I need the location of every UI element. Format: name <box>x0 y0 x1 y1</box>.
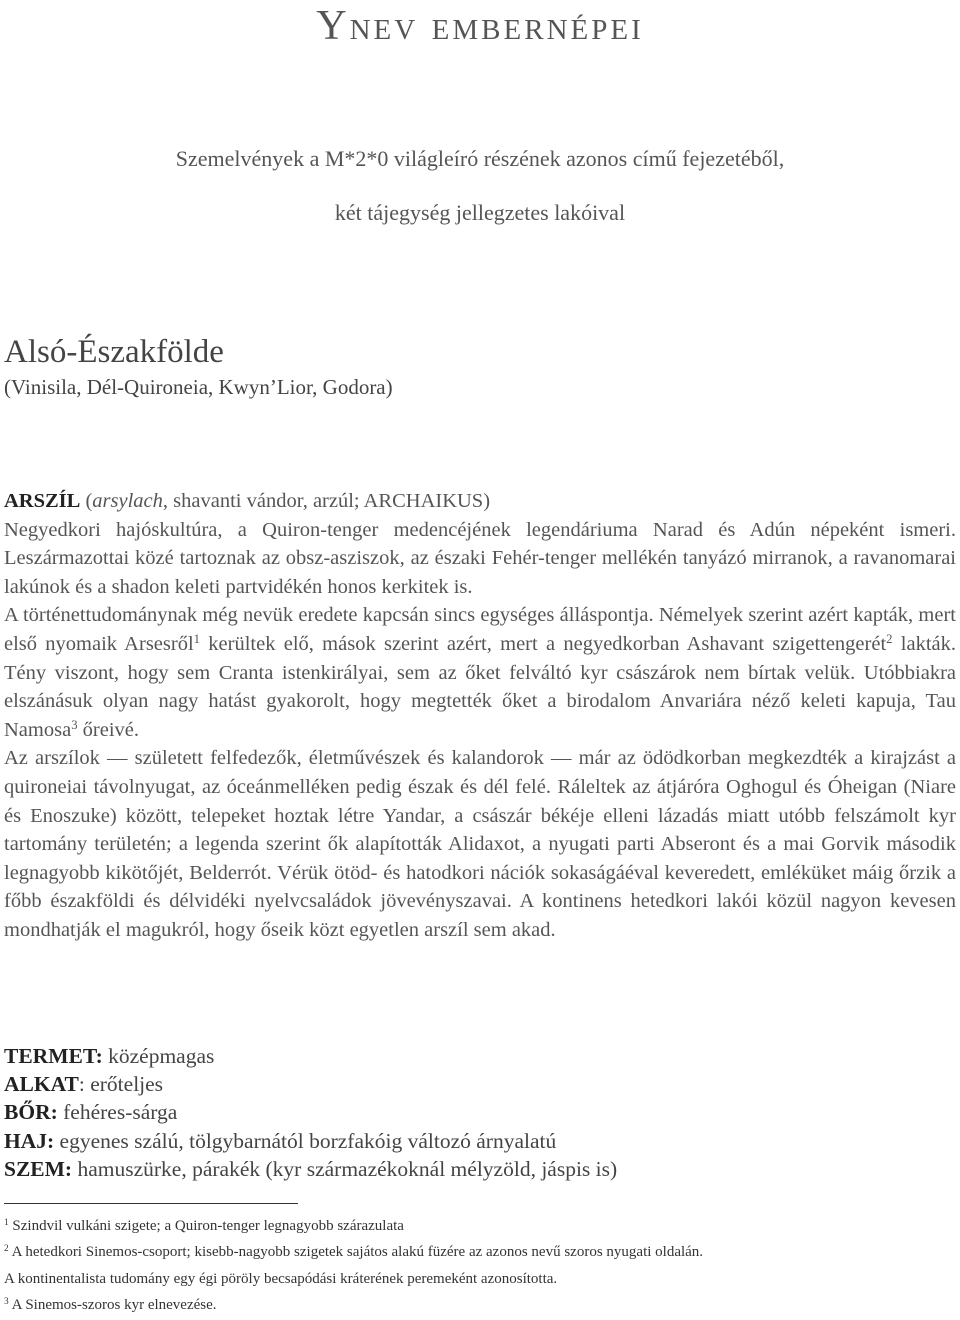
footnotes <box>4 1213 960 1319</box>
entry-heading <box>4 487 956 516</box>
attribute-key: BŐR: <box>4 1100 58 1125</box>
footnote-mark: 1 <box>4 1217 9 1228</box>
region-title: Alsó-Északfölde <box>4 334 224 370</box>
footnote-mark: 2 <box>4 1244 9 1255</box>
footnote-1 <box>4 1213 960 1239</box>
attribute-value: egyenes szálú, tölgybarnától borzfakóig változó árnyalatú <box>54 1128 557 1153</box>
footnote-text: Szindvil vulkáni szigete; a Quiron-tenger legnagyobb szárazulata <box>8 1218 404 1234</box>
footnote-mark: 3 <box>4 1297 9 1308</box>
entry-paragraph-2 <box>4 601 956 744</box>
subtitle-line-1: Szemelvények a M*2*0 világleíró részének azonos című fejezetéből, <box>175 146 785 171</box>
attribute-termet <box>4 1042 617 1070</box>
entry-paren-open: ( <box>80 490 93 512</box>
footnote-text: A kontinentalista tudomány egy égi pöröly becsapódási kráterének peremeként azonosította. <box>4 1270 558 1287</box>
attribute-key: TERMET: <box>4 1044 103 1068</box>
entry-paragraph-2-part-c: lakták. Tény viszont, hogy sem Cranta istenkirályai, sem az őket felváltó kyr császárok nem bírtak velük. Utóbbiakra elszánásuk olyan nagy hatást gyakorolt, hogy megtették őket a birodalom Anvariára néző keleti kapuja, Tau Namosa <box>4 632 957 741</box>
document-title: Ynev embernépei <box>316 3 644 49</box>
attribute-key: HAJ: <box>4 1128 55 1153</box>
footnote-text: A hetedkori Sinemos-csoport; kisebb-nagyobb szigetek sajátos alakú füzére az azonos nevű szoros nyugati oldalán. <box>8 1244 704 1261</box>
footnote-text: A Sinemos-szoros kyr elnevezése. <box>8 1297 217 1314</box>
footnote-2 <box>4 1239 960 1265</box>
attribute-key: SZEM: <box>4 1156 73 1181</box>
entry-paragraph-3: Az arszílok — született felfedezők, életművészek és kalandorok — már az ödödkorban megkezdték a kirajzást a quironeiai távolnyugat, az óceánmelléken pedig észak és dél felé. Ráleltek az átjáróra Oghogul és Óheigan (Niare és Enoszuke) között, telepeket hoztak létre Yandar, a császár békéje elleni lázadás miatt utóbb felszámolt kyr tartomány területén; a legenda szerint ők alapították Alidaxot, a nyugati parti Abseront és a mai Gorvik második legnagyobb kikötőjét, Belderrót. Vérük ötöd- és hatodkori nációk sokaságáéval keveredett, emléküket máig őrzik a főbb északföldi és délvidéki nyelvcsaládok jövevényszavai. A kontinens hetedkori lakói közül nagyon kevesen mondhatják el magukról, hogy őseik közt egyetlen arszíl sem akad. <box>4 747 956 941</box>
attribute-value: fehéres-sárga <box>57 1100 178 1125</box>
footnote-3 <box>4 1292 960 1318</box>
footnote-ref-3[interactable]: 3 <box>71 717 78 732</box>
entry-name: ARSZÍL <box>4 490 81 512</box>
entry-paragraph-2-part-d: őreivé. <box>77 718 140 741</box>
attribute-value: középmagas <box>102 1044 215 1068</box>
attribute-szem <box>4 1155 617 1183</box>
attribute-key: ALKAT <box>4 1072 79 1097</box>
entry-paragraph-2-part-a: A történettudománynak még nevük eredete kapcsán sincs egységes álláspontja. Némelyek szerint azért kapták, mert első nyomaik Arsesről <box>4 604 956 655</box>
region-subtitle: (Vinisila, Dél-Quironeia, Kwyn’Lior, Godora) <box>4 375 393 399</box>
subtitle-line-2: két tájegység jellegzetes lakóival <box>334 200 626 225</box>
attribute-value: : erőteljes <box>78 1072 164 1097</box>
entry-aliases: , shavanti vándor, arzúl; ARCHAIKUS) <box>162 490 491 512</box>
entry-latin-name: arsylach <box>92 490 163 512</box>
entry-body <box>4 487 956 945</box>
attribute-list <box>4 1042 617 1183</box>
footnote-ref-1[interactable]: 1 <box>193 631 201 646</box>
attribute-alkat <box>4 1070 617 1098</box>
attribute-bor <box>4 1098 617 1126</box>
footnote-divider <box>4 1203 298 1204</box>
footnote-2-continuation <box>4 1266 960 1292</box>
footnote-ref-2[interactable]: 2 <box>886 631 893 646</box>
attribute-value: hamuszürke, párakék (kyr származékoknál mélyzöld, jáspis is) <box>72 1156 618 1181</box>
entry-paragraph-2-part-b: kerültek elő, mások szerint azért, mert a negyedkorban Ashavant szigettengerét <box>200 632 887 655</box>
attribute-haj <box>4 1127 617 1155</box>
entry-paragraph-1: Negyedkori hajóskultúra, a Quiron-tenger medencéjének legendáriuma Narad és Adún népeként ismeri. Leszármazottai közé tartoznak az obsz-asziszok, az északi Fehér-tenger mellékén tanyázó mirranok, a ravanomarai lakúnok és a shadon keleti partvidékén honos kerkitek is. <box>4 518 956 598</box>
